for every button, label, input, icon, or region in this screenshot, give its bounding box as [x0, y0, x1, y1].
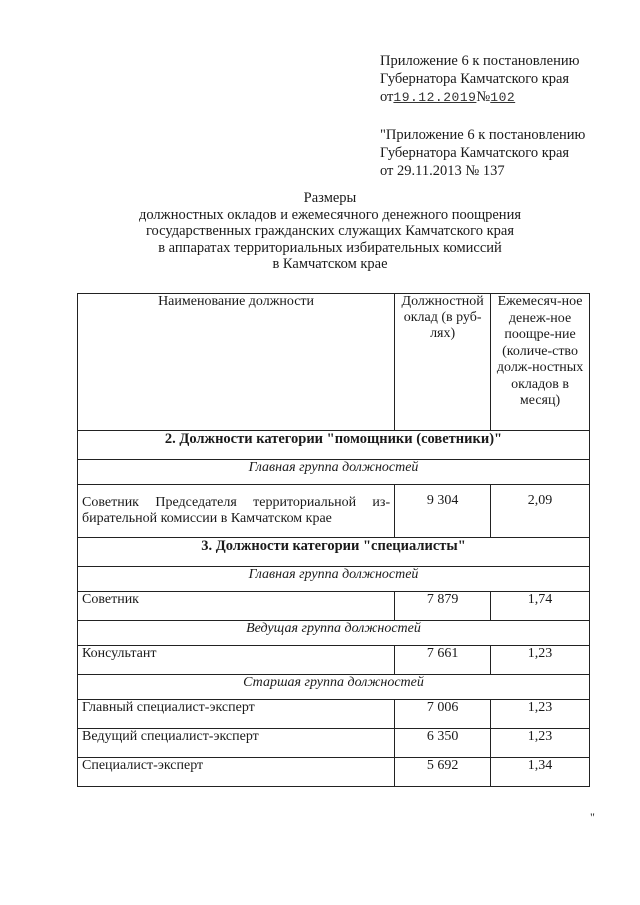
bonus-value: 1,23	[491, 729, 590, 758]
bonus-value: 1,74	[491, 592, 590, 621]
category-label: 3. Должности категории "специалисты"	[78, 538, 590, 567]
position-name: Советник Председателя территориальной из-бирательной комиссии в Камчатском крае	[78, 485, 395, 538]
title-line-5: в Камчатском крае	[272, 256, 388, 272]
position-name: Ведущий специалист-эксперт	[78, 729, 395, 758]
closing-quote-mark: "	[590, 810, 595, 824]
annex-date-stamp: 19.12.2019	[393, 90, 477, 105]
salary-value: 7 661	[395, 646, 491, 675]
table-row	[78, 485, 590, 538]
header-salary: Должностной оклад (в руб-лях)	[395, 294, 491, 431]
table-row	[78, 729, 590, 758]
salary-value: 5 692	[395, 758, 491, 787]
salary-value: 7 006	[395, 700, 491, 729]
salary-table	[77, 293, 590, 787]
group-row	[78, 567, 590, 592]
annex-date-line	[380, 88, 579, 107]
table-header-row	[78, 294, 590, 431]
bonus-value: 1,34	[491, 758, 590, 787]
salary-value: 6 350	[395, 729, 491, 758]
title-line-1: Размеры	[303, 190, 357, 206]
salary-value: 9 304	[395, 485, 491, 538]
annex-header-new	[380, 52, 579, 107]
group-row	[78, 621, 590, 646]
annex-number-stamp: 102	[490, 90, 516, 105]
position-name: Советник	[78, 592, 395, 621]
salary-value: 7 879	[395, 592, 491, 621]
annex-line-2: Губернатора Камчатского края	[380, 71, 570, 87]
group-label: Ведущая группа должностей	[78, 621, 590, 646]
title-line-3: государственных гражданских служащих Камчатского края	[145, 223, 515, 239]
annex-line-1: Приложение 6 к постановлению	[380, 53, 580, 69]
position-name: Консультант	[78, 646, 395, 675]
table-row	[78, 646, 590, 675]
position-name: Главный специалист-эксперт	[78, 700, 395, 729]
group-row	[78, 675, 590, 700]
position-name: Специалист-эксперт	[78, 758, 395, 787]
bonus-value: 2,09	[491, 485, 590, 538]
group-label: Главная группа должностей	[78, 567, 590, 592]
category-row	[78, 538, 590, 567]
old-annex-line-3: от 29.11.2013 № 137	[380, 163, 505, 179]
category-row	[78, 431, 590, 460]
annex-from-prefix: от	[380, 89, 394, 105]
title-line-4: в аппаратах территориальных избирательных комиссий	[158, 239, 502, 256]
table-row	[78, 700, 590, 729]
header-position-name: Наименование должности	[78, 294, 395, 431]
table-row	[78, 758, 590, 787]
group-row	[78, 460, 590, 485]
group-label: Старшая группа должностей	[78, 675, 590, 700]
bonus-value: 1,23	[491, 700, 590, 729]
document-title	[120, 190, 540, 273]
table-row	[78, 592, 590, 621]
old-annex-line-1: "Приложение 6 к постановлению	[380, 127, 586, 143]
title-line-2: должностных окладов и ежемесячного денежного поощрения	[139, 206, 521, 223]
annex-number-sign: №	[476, 89, 491, 105]
bonus-value: 1,23	[491, 646, 590, 675]
annex-header-old	[380, 126, 585, 180]
category-label: 2. Должности категории "помощники (советники)"	[78, 431, 590, 460]
old-annex-line-2: Губернатора Камчатского края	[380, 145, 570, 161]
group-label: Главная группа должностей	[78, 460, 590, 485]
header-bonus: Ежемесяч-ное денеж-ное поощре-ние (количе-ство долж-ностных окладов в месяц)	[491, 294, 590, 431]
